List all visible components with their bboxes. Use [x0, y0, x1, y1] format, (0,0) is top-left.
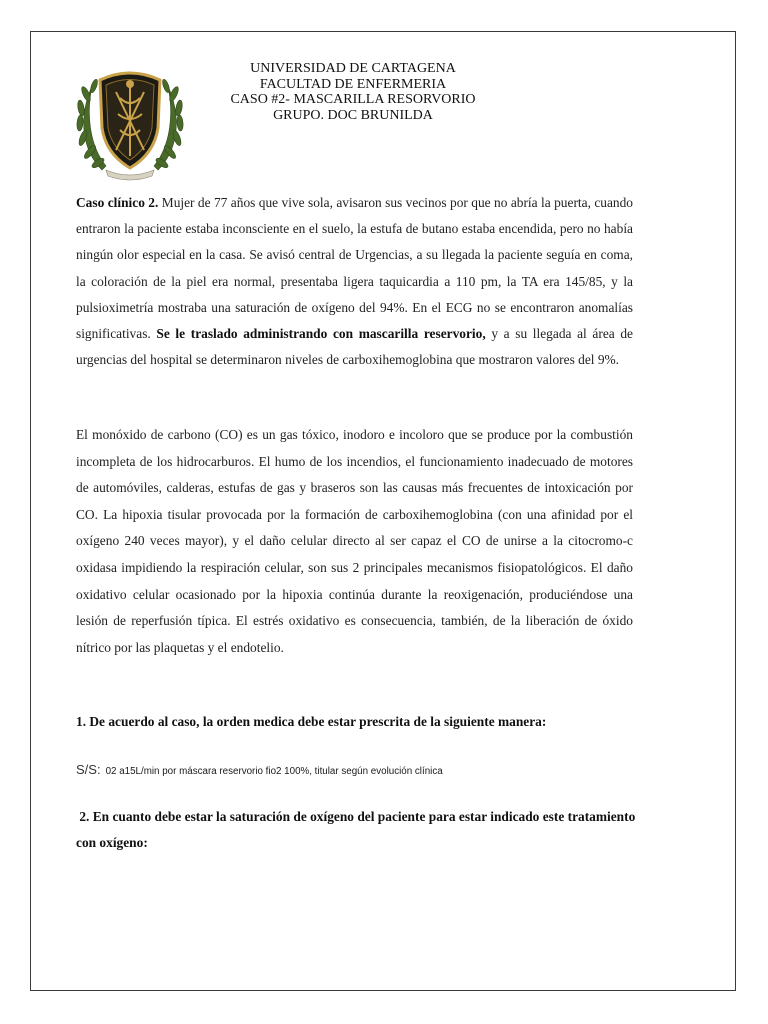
question-1: 1. De acuerdo al caso, la orden medica debe estar prescrita de la siguiente manera: — [76, 714, 547, 729]
case-text-a: Mujer de 77 años que vive sola, avisaron sus vecinos por que no abría la puerta, cuando entraron la paciente estaba inconsciente en el suelo, la estufa de butano estaba encendida, pero no había ningún olor especial en la casa. Se avisó central de Urgencias, a su llegada la paciente seguía en coma, la coloración de la piel era normal, presentaba ligera taquicardia a 110 pm, la TA era 145/85, y la pulsioximetría mostraba una saturación de oxígeno del 94%. En el ECG no se encontraron anomalías significativas. — [76, 195, 634, 342]
answer-prefix: S/S: — [76, 762, 101, 777]
question-2: 2. En cuanto debe estar la saturación de oxígeno del paciente para estar indicado este tratamiento con oxígeno: — [76, 809, 639, 850]
co-explanation-paragraph: El monóxido de carbono (CO) es un gas tóxico, inodoro e incoloro que se produce por la combustión incompleta de los hidrocarburos. El humo de los incendios, el funcionamiento inadecuado de motores de automóviles, calderas, estufas de gas y braseros son las causas más frecuentes de intoxicación por CO. La hipoxia tisular provocada por la formación de carboxihemoglobina (con una afinidad por el oxígeno 240 veces mayor), y el daño celular directo al ser capaz el CO de unirse a la citocromo-c oxidasa impidiendo la respiración celular, son sus 2 principales mecanismos fisiopatológicos. El daño oxidativo celular ocasionado por la hipoxia continúa durante la reoxigenación, produciéndose una lesión de reperfusión típica. El estrés oxidativo es consecuencia, también, de la liberación de óxido nítrico por las plaquetas y el endotelio. — [76, 427, 633, 655]
answer-1 — [76, 761, 443, 779]
clinical-case-paragraph — [76, 190, 633, 373]
case-title: CASO #2- MASCARILLA RESORVORIO — [230, 92, 476, 107]
group-name: GRUPO. DOC BRUNILDA — [273, 107, 433, 123]
university-name: UNIVERSIDAD DE CARTAGENA — [250, 61, 456, 76]
case-text-c: y a su llegada al área de urgencias del hospital se determinaron niveles de carboxihemoglobina que mostraron valores del 9%. — [76, 326, 633, 368]
answer-value: 02 a15L/min por máscara reservorio fio2 100%, titular según evolución clínica — [105, 766, 443, 777]
faculty-name: FACULTAD DE ENFERMERIA — [259, 76, 447, 92]
university-crest-icon — [72, 58, 188, 182]
document-header — [186, 61, 520, 123]
case-text-bold: Se le traslado administrando con mascarilla reservorio, — [156, 326, 486, 342]
case-label: Caso clínico 2. — [76, 195, 159, 210]
